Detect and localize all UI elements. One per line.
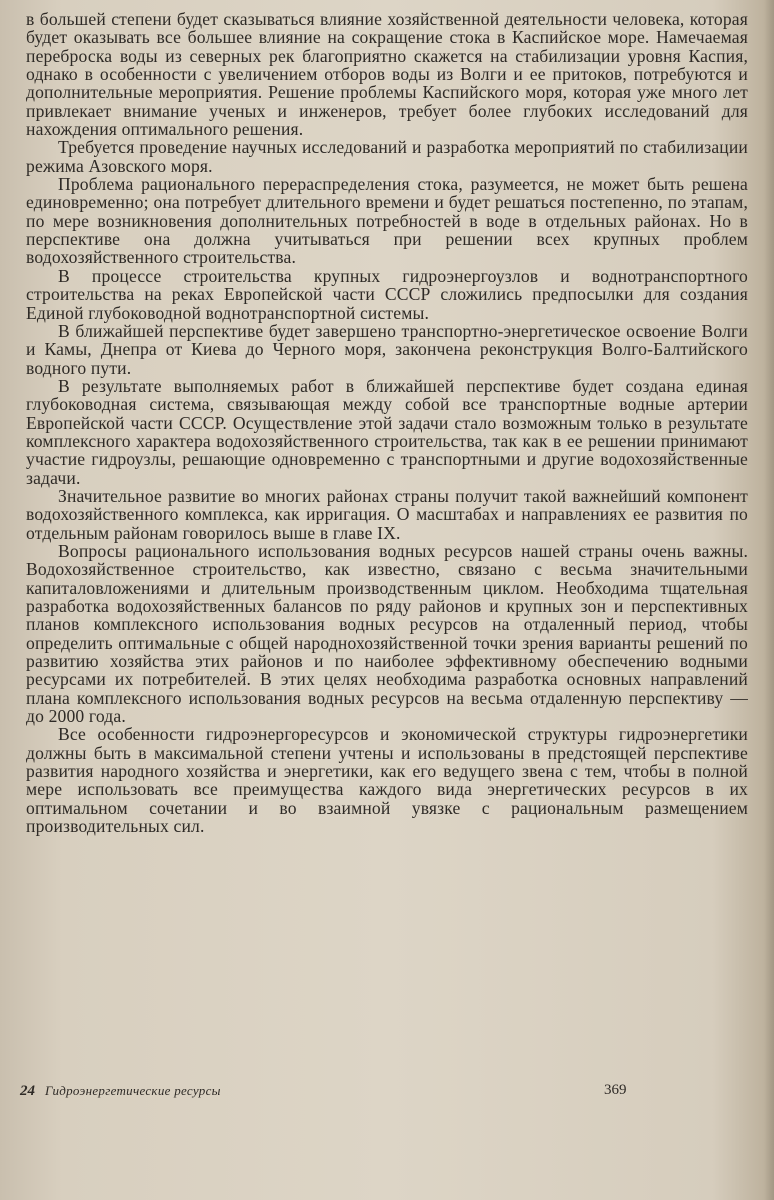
signature-number: 24 xyxy=(20,1083,35,1099)
page-footer xyxy=(20,1082,650,1100)
paragraph-5: В ближайшей перспективе будет завершено транспортно-энергетическое освоение Волги и Камы, Днепра от Киева до Черного моря, закончена реконструкция Волго-Балтийского водного пути. xyxy=(26,320,748,378)
paragraph-3: Проблема рационального перераспределения стока, разумеется, не может быть решена единовременно; она потребует длительного времени и будет решаться постепенно, по этапам, по мере возникновения дополнительных потребностей в воде в отдельных районах. Но в перспективе она должна учитываться при решении всех крупных проблем водохозяйственного строительства. xyxy=(26,174,748,268)
paragraph-1: в большей степени будет сказываться влияние хозяйственной деятельности человека, которая будет оказывать все большее влияние на сокращение стока в Каспийское море. Намечаемая переброска воды из северных рек благоприятно скажется на стабилизации уровня Каспия, однако в особенности с увеличением отборов воды из Волги и ее притоков, потребуются и дополнительные мероприятия. Решение проблемы Каспийского моря, которая уже много лет привлекает внимание ученых и инженеров, требует более глубоких исследований для нахождения оптимального решения. xyxy=(26,9,748,140)
page-edge-shadow xyxy=(764,0,774,1200)
paragraph-2: Требуется проведение научных исследований и разработка мероприятий по стабилизации режима Азовского моря. xyxy=(26,137,748,176)
page-number: 369 xyxy=(604,1082,627,1098)
paragraph-7: Значительное развитие во многих районах страны получит такой важнейший компонент водохозяйственного комплекса, как ирригация. О масштабах и направлениях ее развития по отдельным районам говорилось выше в главе IX. xyxy=(26,485,748,543)
body-text xyxy=(26,10,748,835)
paragraph-6: В результате выполняемых работ в ближайшей перспективе будет создана единая глубоководная система, связывающая между собой все транспортные водные артерии Европейской части СССР. Осуществление этой задачи стало возможным только в результате комплексного характера водохозяйственного строительства, так как в ее решении принимают участие гидроузлы, решающие одновременно с транспортными и другие водохозяйственные задачи. xyxy=(26,375,748,488)
paragraph-4: В процессе строительства крупных гидроэнергоузлов и воднотранспортного строительства на реках Европейской части СССР сложились предпосылки для создания Единой глубоководной воднотранспортной системы. xyxy=(26,265,748,323)
paragraph-9: Все особенности гидроэнергоресурсов и экономической структуры гидроэнергетики должны быть в максимальной степени учтены и использованы в предстоящей перспективе развития народного хозяйства и энергетики, как его ведущего звена с тем, чтобы в полной мере использовать все преимущества каждого вида энергетических ресурсов в их оптимальном сочетании и во взаимной увязке с рациональным размещением производительных сил. xyxy=(26,724,748,837)
signature-title: Гидроэнергетические ресурсы xyxy=(45,1083,221,1098)
paragraph-8: Вопросы рационального использования водных ресурсов нашей страны очень важны. Водохозяйственное строительство, как известно, связано с весьма значительными капиталовложениями и длительным производственным циклом. Необходима тщательная разработка водохозяйственных балансов по ряду районов и крупных зон и перспективных планов комплексного использования водных ресурсов на отдаленный период, чтобы определить оптимальные с общей народнохозяйственной точки зрения варианты решений по развитию хозяйства этих районов и по наиболее эффективному обеспечению водными ресурсами их потребителей. В этих целях необходима разработка основных направлений плана комплексного использования водных ресурсов на весьма отдаленную перспективу — до 2000 года. xyxy=(26,540,748,727)
